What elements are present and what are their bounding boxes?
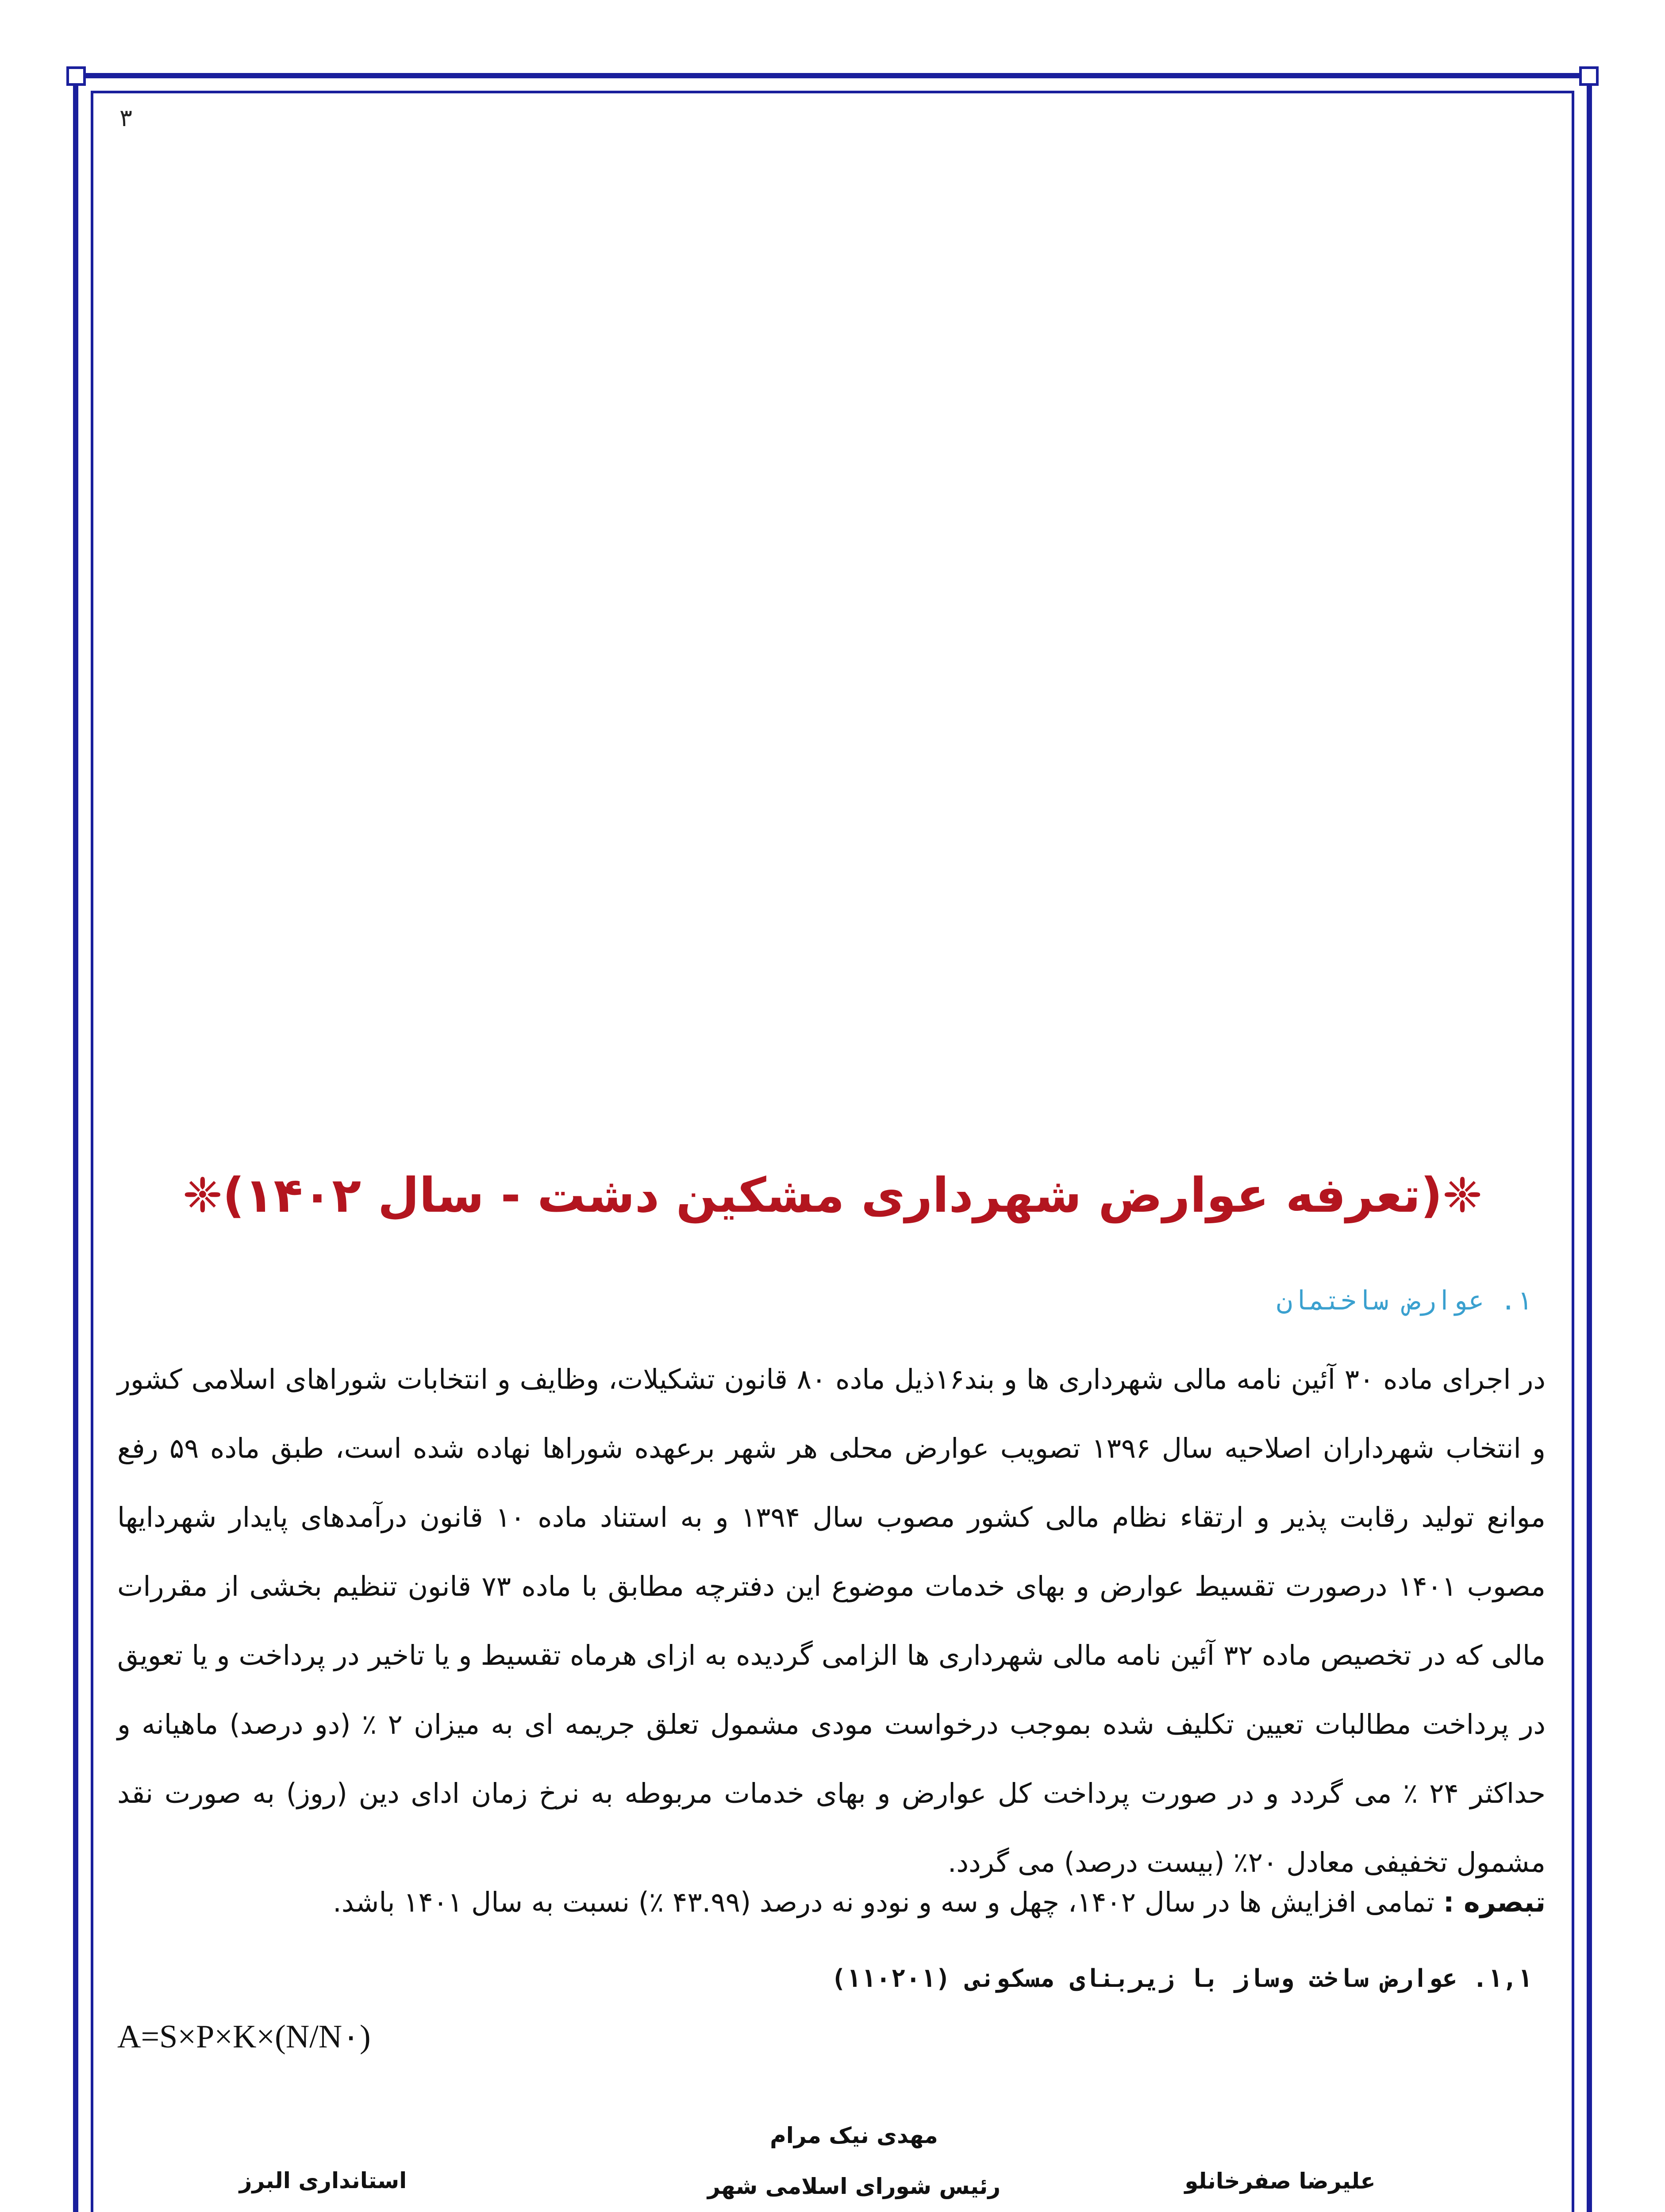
subsection-heading: ۱,۱. عوارض ساخت وساز با زیربنای مسکونی (۱۱۰۲۰۱): [831, 1964, 1532, 1993]
body-paragraph: در اجرای ماده ۳۰ آئین نامه مالی شهرداری ها و بند۱۶ذیل ماده ۸۰ قانون تشکیلات، وظایف و انتخابات شوراهای اسلامی کشور و انتخاب شهرداران اصلاحیه سال ۱۳۹۶ تصویب عوارض محلی هر شهر برعهده شوراها نهاده شده است، طبق ماده ۵۹ رفع موانع تولید رقابت پذیر و ارتقاء نظام مالی کشور مصوب سال ۱۳۹۴ و به استناد ماده ۱۰ قانون درآمدهای پایدار شهردایها مصوب ۱۴۰۱ درصورت تقسیط عوارض و بهای خدمات موضوع این دفترچه مطابق با ماده ۷۳ قانون تنظیم بخشی از مقررات مالی که در تخصیص ماده ۳۲ آئین نامه مالی شهرداری ها الزامی گردیده به ازای هرماه تقسیط و یا تاخیر در پرداخت و یا تعویق در پرداخت مطالبات تعیین تکلیف شده بموجب درخواست مودی مشمول تعلق جریمه ای به میزان ۲ ٪ (دو درصد) ماهیانه و حداکثر ۲۴ ٪ می گردد و در صورت پرداخت کل عوارض و بهای خدمات مربوطه به نرخ زمان ادای دین (روز) به صورت نقد مشمول تخفیفی معادل ۲۰٪ (بیست درصد) می گردد.: [117, 1363, 1546, 1878]
signer-title: [1125, 2203, 1435, 2212]
signer-name: علیرضا صفرخانلو: [1184, 2168, 1376, 2194]
note-text: تمامی افزایش ها در سال ۱۴۰۲، چهل و سه و نودو نه درصد (۴۳.۹۹ ٪) نسبت به سال ۱۴۰۱ باشد.: [333, 1886, 1443, 1918]
signer-name: مهدی نیک مرام: [770, 2123, 938, 2148]
note-label: تبصره :: [1443, 1886, 1546, 1918]
formula: A=S×P×K×(N/N۰): [117, 2019, 371, 2055]
border-corner-ornament: [1579, 66, 1599, 86]
signature-block-mayor: [1125, 2159, 1435, 2212]
section-heading: ۱. عوارض ساختمان: [1277, 1285, 1532, 1316]
border-corner-ornament: [66, 66, 86, 86]
signer-title: استانداری البرز: [239, 2168, 407, 2193]
page-number: ٣: [119, 104, 133, 132]
signature-block-council: [677, 2110, 1031, 2212]
signature-block-governorate: [168, 2168, 478, 2193]
document-title: ❈(تعرفه عوارض شهرداری مشکین دشت - سال ۱۴۰۲)❈: [182, 1168, 1483, 1223]
signer-title: رئیس شورای اسلامی شهر: [707, 2174, 1001, 2199]
note-paragraph: [117, 1880, 1546, 1924]
